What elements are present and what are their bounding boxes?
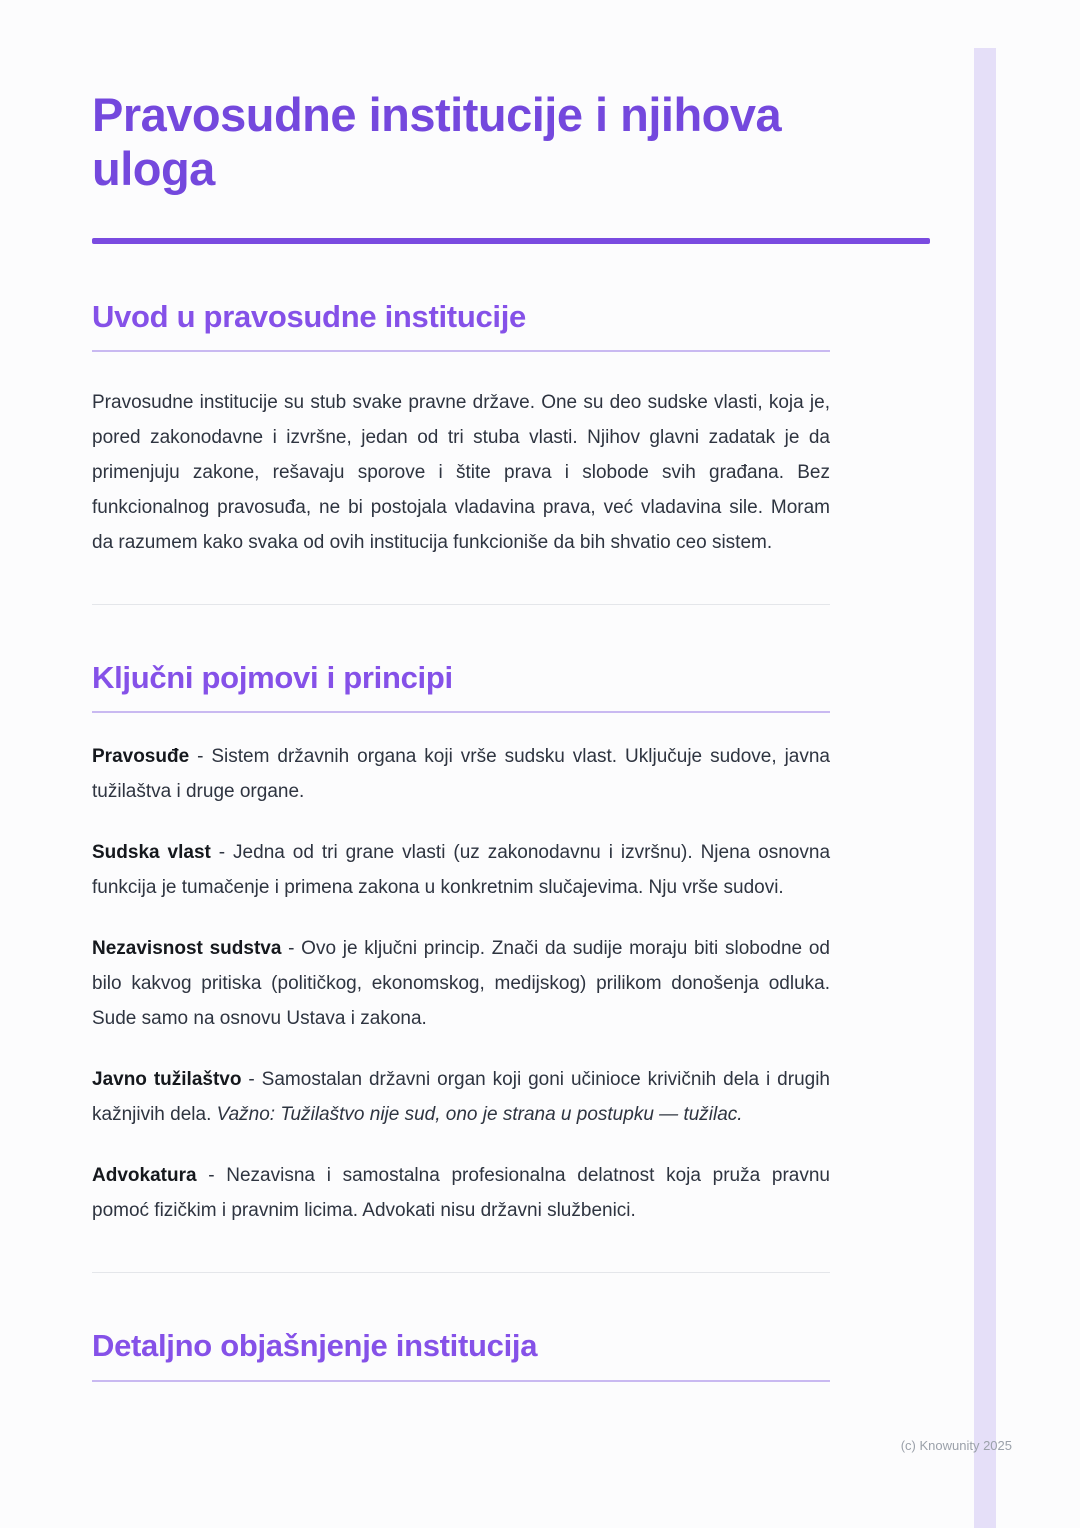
term-paragraph-nezavisnost-sudstva	[92, 931, 830, 1036]
term-paragraph-sudska-vlast	[92, 835, 830, 905]
title-rule	[92, 238, 930, 244]
section-divider	[92, 1272, 830, 1273]
heading-underline	[92, 1380, 830, 1382]
term-paragraph-javno-tuzilastvo	[92, 1062, 830, 1132]
term-important-note: Važno: Tužilaštvo nije sud, ono je strana u postupku — tužilac.	[216, 1104, 743, 1126]
section-heading-detailed-explanation: Detaljno objašnjenje institucija	[92, 1328, 538, 1364]
section-divider	[92, 604, 830, 605]
term-definition: - Sistem državnih organa koji vrše sudsku vlast. Uključuje sudove, javna tužilaštva i druge organe.	[92, 746, 830, 803]
footer-credit: (c) Knowunity 2025	[900, 1438, 1012, 1453]
term-definition: - Samostalan državni organ koji goni učinioce krivičnih dela i drugih kažnjivih dela.	[92, 1069, 830, 1126]
term-label: Pravosuđe	[92, 746, 190, 768]
term-label: Nezavisnost sudstva	[92, 938, 282, 960]
term-definition: - Nezavisna i samostalna profesionalna delatnost koja pruža pravnu pomoć fizičkim i pravnim licima. Advokati nisu državni službenici.	[92, 1165, 830, 1222]
term-label: Javno tužilaštvo	[92, 1069, 242, 1091]
term-label: Advokatura	[92, 1165, 197, 1187]
section-heading-key-concepts: Ključni pojmovi i principi	[92, 660, 453, 696]
document-content	[92, 0, 830, 1382]
heading-underline	[92, 350, 830, 352]
page-title: Pravosudne institucije i njihova uloga	[92, 88, 782, 196]
heading-underline	[92, 711, 830, 713]
term-paragraph-pravosudje	[92, 739, 830, 809]
term-definition: - Ovo je ključni princip. Znači da sudije moraju biti slobodne od bilo kakvog pritiska (političkog, ekonomskog, medijskog) prilikom donošenja odluka. Sude samo na osnovu Ustava i zakona.	[92, 938, 830, 1030]
intro-paragraph: Pravosudne institucije su stub svake pravne države. One su deo sudske vlasti, koja je, pored zakonodavne i izvršne, jedan od tri stuba vlasti. Njihov glavni zadatak je da primenjuju zakone, rešavaju sporove i štite prava i slobode svih građana. Bez funkcionalnog pravosuđa, ne bi postojala vladavina prava, već vladavina sile. Moram da razumem kako svaka od ovih institucija funkcioniše da bih shvatio ceo sistem.	[92, 392, 830, 554]
term-paragraph-advokatura	[92, 1158, 830, 1228]
margin-stripe	[974, 48, 996, 1528]
section-heading-intro: Uvod u pravosudne institucije	[92, 299, 526, 335]
term-label: Sudska vlast	[92, 842, 211, 864]
term-definition: - Jedna od tri grane vlasti (uz zakonodavnu i izvršnu). Njena osnovna funkcija je tumačenje i primena zakona u konkretnim slučajevima. Nju vrše sudovi.	[92, 842, 831, 899]
